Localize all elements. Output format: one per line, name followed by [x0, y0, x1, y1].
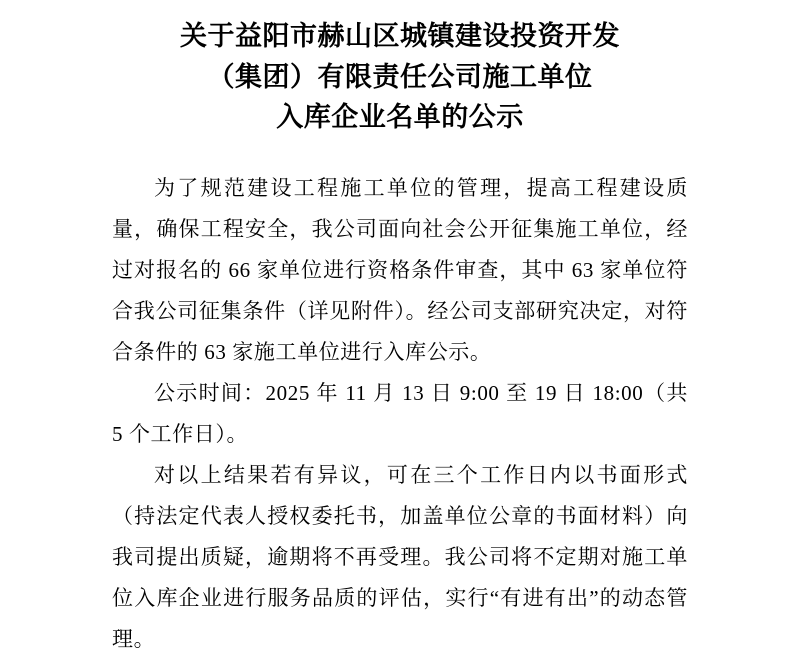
paragraph-1: 为了规范建设工程施工单位的管理，提高工程建设质量，确保工程安全，我公司面向社会公开征集施工单位，经过对报名的 66 家单位进行资格条件审查，其中 63 家单位符合我公司征集条件（详见附件）。经公司支部研究决定，对符合条件的 63 家施工单位进行入库公示。: [112, 175, 688, 364]
page-title-line-3: 入库企业名单的公示: [276, 102, 524, 132]
page-title-line-1: 关于益阳市赫山区城镇建设投资开发: [180, 21, 620, 51]
page-title: [112, 0, 688, 138]
paragraph-2: 公示时间：2025 年 11 月 13 日 9:00 至 19 日 18:00（共 5 个工作日）。: [112, 380, 688, 446]
document-body: [112, 168, 688, 660]
page-title-line-2: （集团）有限责任公司施工单位: [207, 61, 593, 92]
paragraph-3: 对以上结果若有异议，可在三个工作日内以书面形式（持法定代表人授权委托书，加盖单位公章的书面材料）向我司提出质疑，逾期将不再受理。我公司将不定期对施工单位入库企业进行服务品质的评估，实行“有进有出”的动态管理。: [112, 462, 688, 651]
